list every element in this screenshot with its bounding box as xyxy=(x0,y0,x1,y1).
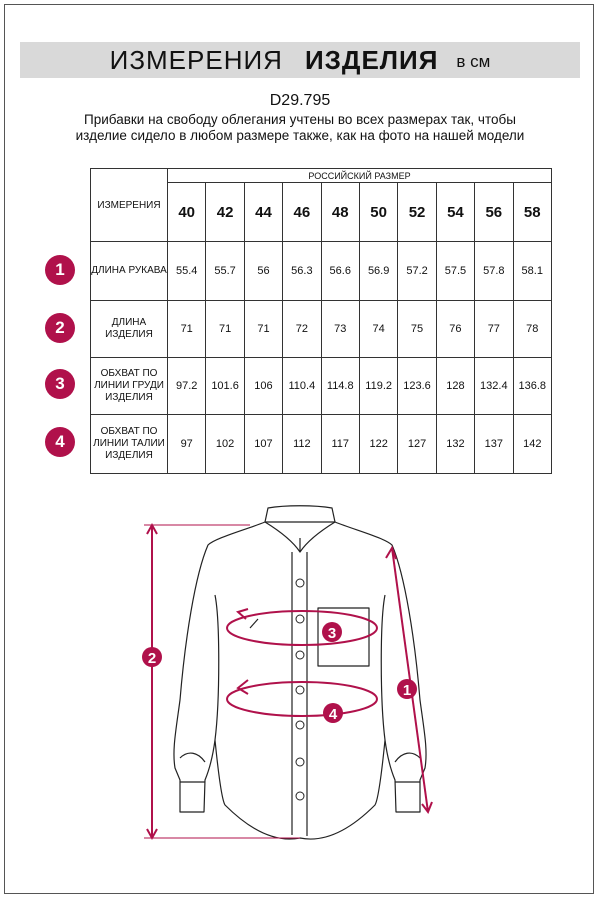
value-cell: 75 xyxy=(398,301,436,358)
value-cell: 71 xyxy=(244,301,282,358)
value-cell: 57.8 xyxy=(475,242,513,301)
product-code: D29.795 xyxy=(269,92,331,109)
size-group-header: РОССИЙСКИЙ РАЗМЕР xyxy=(168,169,552,183)
size-cell: 42 xyxy=(206,183,244,242)
value-cell: 142 xyxy=(513,415,551,474)
value-cell: 71 xyxy=(168,301,206,358)
row-number-badge: 3 xyxy=(45,369,75,399)
value-cell: 56.3 xyxy=(283,242,321,301)
size-cell: 50 xyxy=(359,183,397,242)
size-cell: 58 xyxy=(513,183,551,242)
value-cell: 114.8 xyxy=(321,358,359,415)
value-cell: 132 xyxy=(436,415,474,474)
value-cell: 56.6 xyxy=(321,242,359,301)
size-cell: 44 xyxy=(244,183,282,242)
value-cell: 132.4 xyxy=(475,358,513,415)
fit-note: Прибавки на свободу облегания учтены во всех размерах так, чтобы изделие сидело в любом размере также, как на фото на нашей модели xyxy=(75,112,525,143)
value-cell: 110.4 xyxy=(283,358,321,415)
value-cell: 128 xyxy=(436,358,474,415)
value-cell: 112 xyxy=(283,415,321,474)
size-cell: 48 xyxy=(321,183,359,242)
marker-1 xyxy=(397,679,417,699)
value-cell: 71 xyxy=(206,301,244,358)
value-cell: 101.6 xyxy=(206,358,244,415)
value-cell: 123.6 xyxy=(398,358,436,415)
row-number-badge: 1 xyxy=(45,255,75,285)
value-cell: 97.2 xyxy=(168,358,206,415)
row-number-badge: 4 xyxy=(45,427,75,457)
marker-label: 3 xyxy=(327,625,337,642)
value-cell: 74 xyxy=(359,301,397,358)
table-row xyxy=(91,358,552,415)
table-row xyxy=(91,301,552,358)
measure-header: ИЗМЕРЕНИЯ xyxy=(91,169,168,242)
value-cell: 136.8 xyxy=(513,358,551,415)
value-cell: 102 xyxy=(206,415,244,474)
marker-4 xyxy=(323,703,343,723)
size-cell: 54 xyxy=(436,183,474,242)
title-unit: в см xyxy=(456,52,491,71)
row-label: ДЛИНА ИЗДЕЛИЯ xyxy=(91,301,168,358)
value-cell: 107 xyxy=(244,415,282,474)
marker-label: 1 xyxy=(402,682,412,699)
diagram-markers xyxy=(142,622,417,723)
marker-2 xyxy=(142,647,162,667)
size-cell: 56 xyxy=(475,183,513,242)
value-cell: 97 xyxy=(168,415,206,474)
value-cell: 119.2 xyxy=(359,358,397,415)
marker-label: 4 xyxy=(328,706,338,723)
value-cell: 56 xyxy=(244,242,282,301)
title-bold: ИЗДЕЛИЯ xyxy=(304,44,439,75)
value-cell: 72 xyxy=(283,301,321,358)
value-cell: 55.4 xyxy=(168,242,206,301)
value-cell: 77 xyxy=(475,301,513,358)
value-cell: 55.7 xyxy=(206,242,244,301)
row-number-badge: 2 xyxy=(45,313,75,343)
table-header-row xyxy=(91,169,552,183)
value-cell: 106 xyxy=(244,358,282,415)
size-cell: 52 xyxy=(398,183,436,242)
size-table xyxy=(90,168,552,474)
shirt-diagram xyxy=(0,500,600,850)
table-row xyxy=(91,415,552,474)
title-regular: ИЗМЕРЕНИЯ xyxy=(109,44,283,75)
marker-label: 2 xyxy=(147,650,157,667)
value-cell: 137 xyxy=(475,415,513,474)
shirt-buttons xyxy=(296,579,304,800)
row-label: ОБХВАТ ПО ЛИНИИ ГРУДИ ИЗДЕЛИЯ xyxy=(91,358,168,415)
value-cell: 127 xyxy=(398,415,436,474)
marker-3 xyxy=(322,622,342,642)
value-cell: 122 xyxy=(359,415,397,474)
measurement-guides xyxy=(144,525,432,838)
size-cell: 46 xyxy=(283,183,321,242)
value-cell: 56.9 xyxy=(359,242,397,301)
value-cell: 76 xyxy=(436,301,474,358)
value-cell: 58.1 xyxy=(513,242,551,301)
row-label: ОБХВАТ ПО ЛИНИИ ТАЛИИ ИЗДЕЛИЯ xyxy=(91,415,168,474)
page-header xyxy=(20,42,580,78)
value-cell: 78 xyxy=(513,301,551,358)
value-cell: 57.2 xyxy=(398,242,436,301)
table-row xyxy=(91,242,552,301)
value-cell: 73 xyxy=(321,301,359,358)
value-cell: 117 xyxy=(321,415,359,474)
row-label: ДЛИНА РУКАВА xyxy=(91,242,168,301)
value-cell: 57.5 xyxy=(436,242,474,301)
size-cell: 40 xyxy=(168,183,206,242)
